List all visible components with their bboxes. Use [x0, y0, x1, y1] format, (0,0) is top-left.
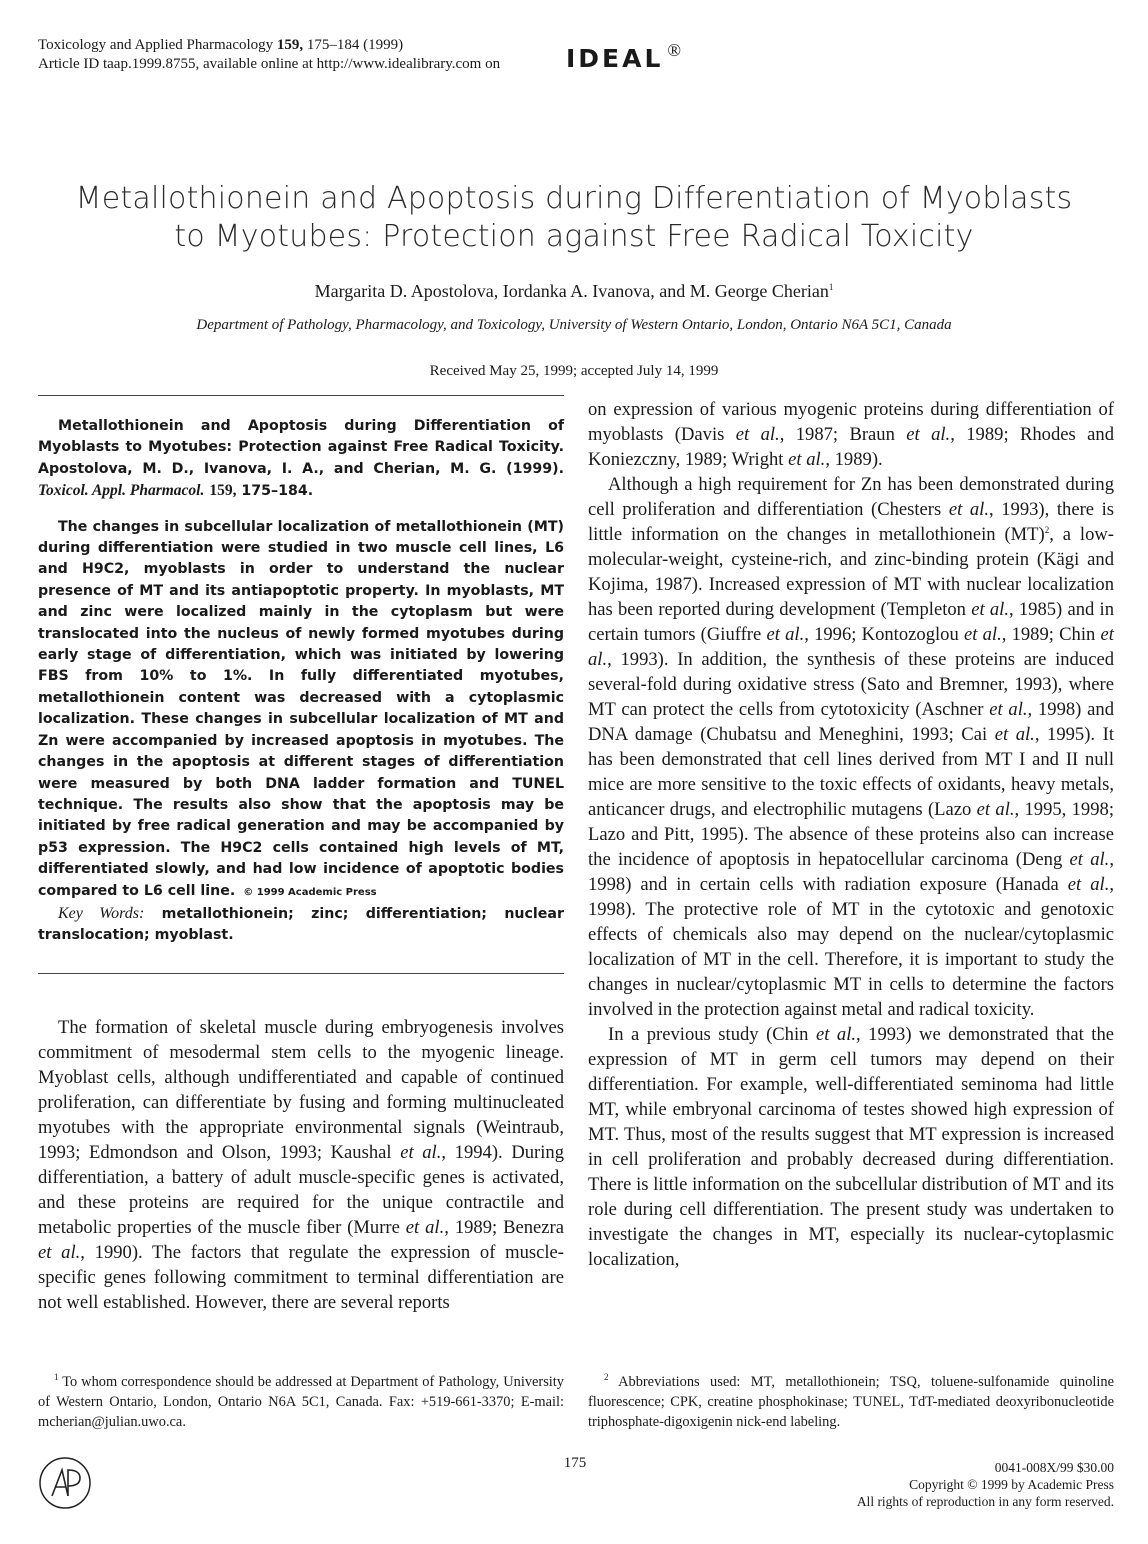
- keywords-label: Key Words:: [58, 904, 145, 922]
- right-column-body: [588, 397, 1114, 1272]
- paper-title-line-1: Metallothionein and Apoptosis during Differentiation of Myoblasts: [75, 181, 1073, 216]
- journal-header: [38, 36, 500, 74]
- paper-title-line-2: to Myotubes: Protection against Free Radical Toxicity: [174, 219, 974, 254]
- registered-mark: ®: [667, 40, 682, 60]
- left-column-body: [38, 1015, 564, 1315]
- ideal-logo-text: IDEAL: [566, 44, 664, 73]
- right-paragraph-3: In a previous study (Chin et al., 1993) we demonstrated that the expression of MT in germ cell tumors may depend on their differentiation. For example, well-differentiated seminoma had little MT, while embryonal carcinoma of testes showed high expression of MT. Thus, most of the results suggest that MT expression is increased in cell proliferation and probably decreased during differentiation. There is little information on the subcellular distribution of MT and its role during cell differentiation. The present study was undertaken to investigate the changes in MT, especially its nuclear-cytoplasmic localization,: [588, 1024, 1115, 1270]
- abbreviation-footnote-mark: 2: [1044, 524, 1050, 535]
- page-number: 175: [563, 1455, 587, 1471]
- abstract-citation-pages: 175–184.: [241, 483, 314, 500]
- abstract-top-rule: [38, 395, 564, 396]
- abstract-citation-journal: Toxicol. Appl. Pharmacol.: [38, 482, 205, 500]
- authors: [40, 281, 1108, 302]
- journal-pages-year: 175–184 (1999): [306, 37, 404, 53]
- price-code: 0041-008X/99 $30.00: [994, 1460, 1114, 1475]
- article-id-line: Article ID taap.1999.8755, available online at http://www.idealibrary.com on: [38, 56, 501, 72]
- received-accepted-dates: Received May 25, 1999; accepted July 14, 1999: [429, 363, 719, 379]
- journal-citation-line: [38, 36, 500, 55]
- footnote-abbreviations: $^2$ Abbreviations used: MT, metallothionein; TSQ, toluene-sulfonamide quinoline fluorescence; CPK, creatine phosphokinase; TUNEL, TdT-mediated deoxyribonucleotide triphosphate-digoxigenin nick-end labeling.: [588, 1372, 1114, 1430]
- intro-paragraph-1: The formation of skeletal muscle during embryogenesis involves commitment of mesodermal stem cells to the myogenic lineage. Myoblast cells, although undifferentiated and capable of continued proliferation, can differentiate by fusing and forming multinucleated myotubes with the appropriate environmental signals (Weintraub, 1993; Edmondson and Olson, 1993; Kaushal et al., 1994). During differentiation, a battery of adult muscle-specific genes is activated, and these proteins are required for the unique contractile and metabolic properties of the muscle fiber (Murre et al., 1989; Benezra et al., 1990). The factors that regulate the expression of muscle-specific genes following commitment to terminal differentiation are not well established. However, there are several reports: [38, 1017, 565, 1313]
- footnote-correspondence: $^1$ To whom correspondence should be addressed at Department of Pathology, University of Western Ontario, London, Ontario N6A 5C1, Canada. Fax: +519-661-3370; E-mail: mcherian@julian.uwo.ca.: [38, 1372, 564, 1430]
- author-footnote-mark: 1: [828, 282, 834, 292]
- abstract-copyright: © 1999 Academic Press: [243, 886, 377, 898]
- paper-title: [40, 180, 1108, 256]
- abstract-body: The changes in subcellular localization of metallothionein (MT) during differentiation were studied in two muscle cell lines, L6 and H9C2, myoblasts in order to understand the nuclear presence of MT and its antiapoptotic property. In myoblasts, MT and zinc were localized mainly in the cytoplasm but were translocated into the nucleus of newly formed myotubes during early stage of differentiation, which was initiated by lowering FBS from 10% to 1%. In fully differentiated myotubes, metallothionein content was decreased with a cytoplasmic localization. These changes in subcellular localization of MT and Zn were accompanied by increased apoptosis in myotubes. The changes in the apoptosis at different stages of differentiation were measured by both DNA ladder formation and TUNEL technique. The results also show that the apoptosis may be initiated by free radical generation and may be accompanied by p53 expression. The H9C2 cells contained high levels of MT, differentiated slowly, and had low incidence of apoptotic bodies compared to L6 cell line. © 1999 Academic Press: [38, 518, 564, 899]
- journal-volume: 159,: [276, 37, 304, 53]
- right-paragraph-1: on expression of various myogenic proteins during differentiation of myoblasts (Davis et al., 1987; Braun et al., 1989; Rhodes and Koniezczny, 1989; Wright et al., 1989).: [588, 399, 1114, 470]
- abstract-citation-volume: 159,: [209, 482, 237, 500]
- author-names: Margarita D. Apostolova, Iordanka A. Ivanova, and M. George Cherian: [314, 281, 829, 301]
- right-paragraph-2: Although a high requirement for Zn has been demonstrated during cell proliferation and differentiation (Chesters et al., 1993), there is little information on the changes in metallothionein (MT)$^2$, a low-molecular-weight, cysteine-rich, and zinc-binding protein (Kägi and Kojima, 1987). Increased expression of MT with nuclear localization has been reported during development (Templeton et al., 1985) and in certain tumors (Giuffre et al., 1996; Kontozoglou et al., 1989; Chin et al., 1993). In addition, the synthesis of these proteins are induced several-fold during oxidative stress (Sato and Bremner, 1993), where MT can protect the cells from cytotoxicity (Aschner et al., 1998) and DNA damage (Chubatsu and Meneghini, 1993; Cai et al., 1995). It has been demonstrated that cell lines derived from MT I and II null mice are more sensitive to the toxic effects of oxidants, heavy metals, anticancer drugs, and electrophilic mutagens (Lazo et al., 1995, 1998; Lazo and Pitt, 1995). The absence of these proteins also can increase the incidence of apoptosis in hepatocellular carcinoma (Deng et al., 1998) and in certain cells with radiation exposure (Hanada et al., 1998). The protective role of MT in the cytotoxic and genotoxic effects of chemicals also may depend on the nuclear/cytoplasmic localization of MT in the cell. Therefore, it is important to study the changes in nuclear/cytoplasmic MT in cells to determine the factors involved in the protection against metal and radical toxicity.: [588, 474, 1115, 1020]
- keywords: [38, 903, 564, 947]
- abstract-bottom-rule: [38, 973, 564, 974]
- copyright-line: Copyright © 1999 by Academic Press: [909, 1477, 1114, 1492]
- journal-name: Toxicology and Applied Pharmacology: [38, 37, 274, 53]
- keywords-list: metallothionein; zinc; differentiation; nuclear translocation; myoblast.: [38, 905, 564, 944]
- abstract: [38, 416, 564, 947]
- rights-line: All rights of reproduction in any form reserved.: [856, 1494, 1114, 1509]
- ideal-logo: [566, 40, 682, 84]
- abstract-citation: Metallothionein and Apoptosis during Differentiation of Myoblasts to Myotubes: Protection against Free Radical Toxicity. Apostolova, M. D., Ivanova, I. A., and Cherian, M. G. (1999). Toxicol. Appl. Pharmacol. 159, 175–184.: [38, 418, 564, 500]
- publisher-info: [857, 1459, 1114, 1510]
- academic-press-logo-icon: [38, 1456, 92, 1510]
- affiliation: Department of Pathology, Pharmacology, and Toxicology, University of Western Ontario, London, Ontario N6A 5C1, Canada: [196, 317, 952, 333]
